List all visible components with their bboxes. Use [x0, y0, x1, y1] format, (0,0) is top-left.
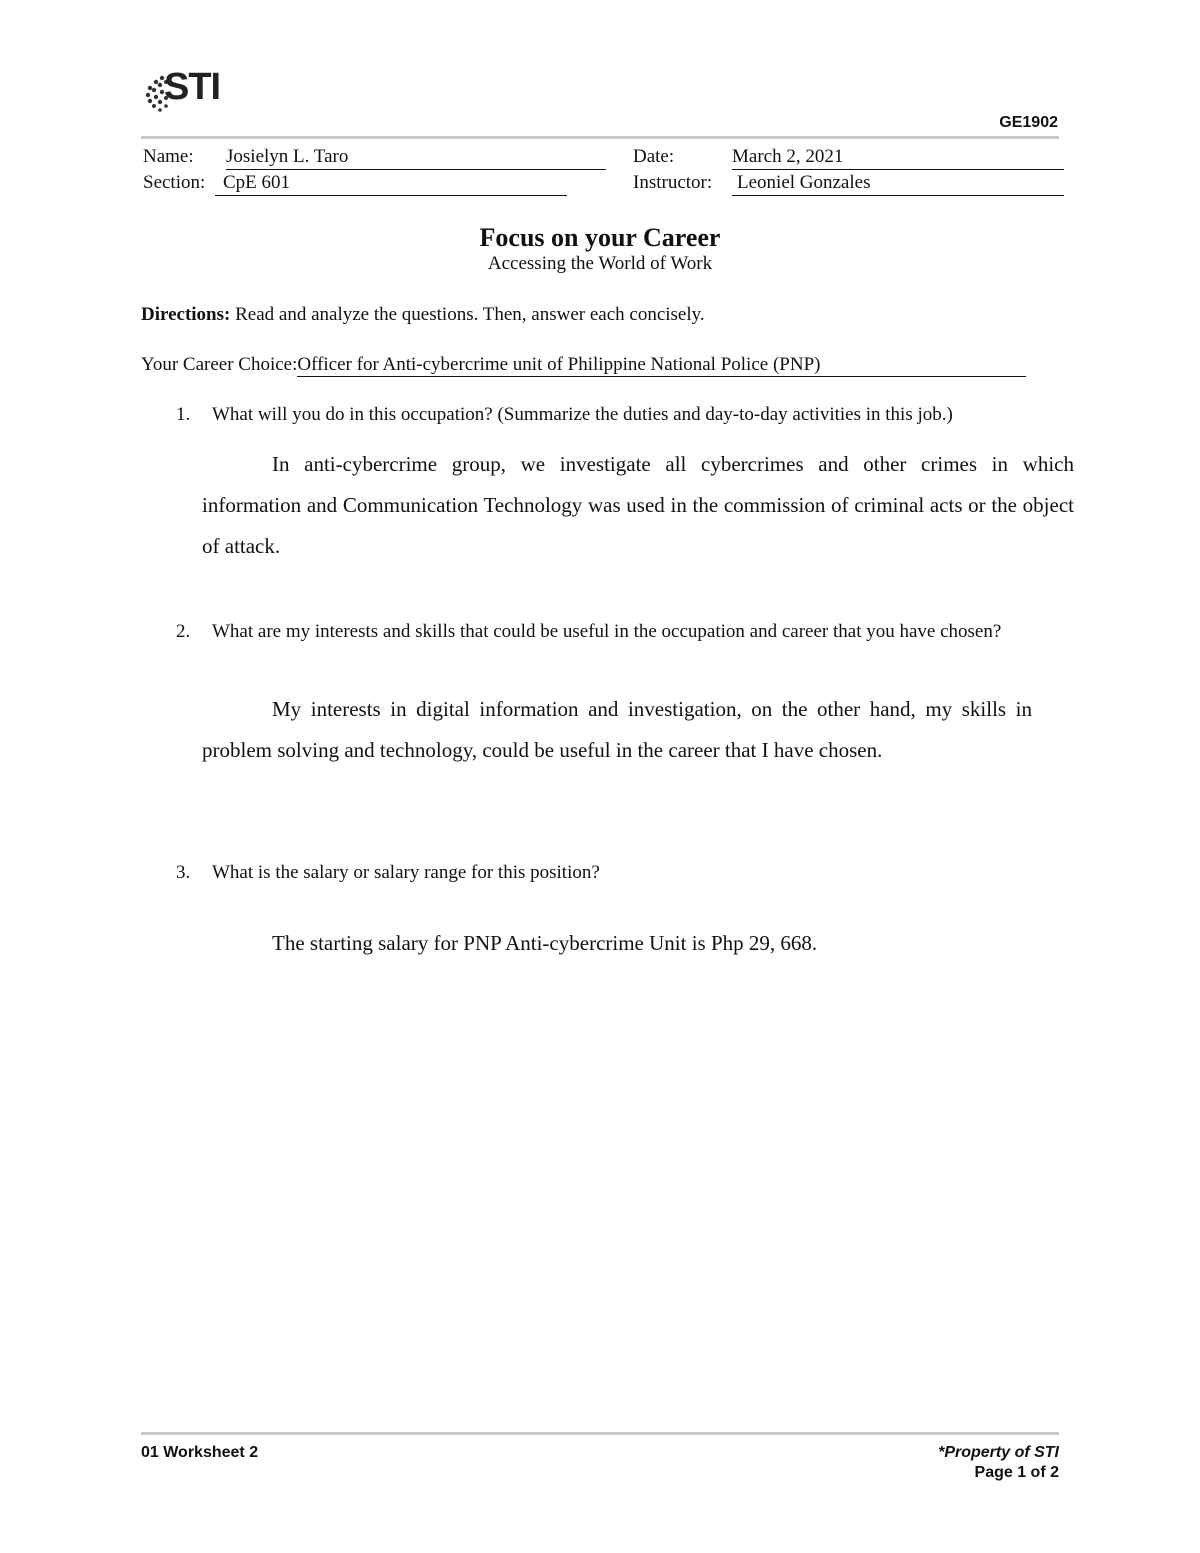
question-number: 3. [176, 862, 191, 883]
worksheet-label: 01 Worksheet 2 [141, 1444, 259, 1461]
footer-rule [141, 1432, 1059, 1435]
answer-1: In anti-cybercrime group, we investigate all cybercrimes and other crimes in which information and Communication Technology was used in the commission of criminal acts or the object of attack. [202, 452, 1074, 558]
name-label: Name: [143, 146, 194, 167]
career-choice [141, 354, 1026, 377]
career-label: Your Career Choice: [141, 354, 298, 375]
course-code: GE1902 [999, 114, 1058, 131]
page-title: Focus on your Career [479, 223, 721, 252]
answer-3: The starting salary for PNP Anti-cybercrime Unit is Php 29, 668. [272, 931, 818, 955]
question-number: 2. [176, 621, 191, 642]
section-label: Section: [143, 172, 206, 193]
directions-label: Directions: [141, 304, 231, 325]
question-text: What are my interests and skills that could be useful in the occupation and career that you have chosen? [212, 621, 1002, 642]
instructor-label: Instructor: [633, 172, 713, 193]
section-field: CpE 601 [215, 171, 567, 196]
instructor-field: Leoniel Gonzales [732, 171, 1064, 196]
name-field: Josielyn L. Taro [226, 145, 606, 170]
page-number: Page 1 of 2 [974, 1464, 1059, 1481]
logo-text: STI [164, 66, 221, 108]
question-text: What is the salary or salary range for this position? [212, 862, 600, 883]
directions-text: Read and analyze the questions. Then, answer each concisely. [230, 304, 705, 325]
career-value: Officer for Anti-cybercrime unit of Philippine National Police (PNP) [297, 354, 1026, 377]
page-subtitle: Accessing the World of Work [487, 253, 713, 274]
date-field: March 2, 2021 [732, 145, 1064, 170]
question-text: What will you do in this occupation? (Summarize the duties and day-to-day activities in this job.) [212, 404, 953, 425]
answer-2: My interests in digital information and investigation, on the other hand, my skills in problem solving and technology, could be useful in the career that I have chosen. [202, 697, 1032, 762]
property-label: *Property of STI [938, 1444, 1059, 1461]
directions [141, 304, 705, 326]
question-number: 1. [176, 404, 191, 425]
header-rule [141, 136, 1059, 139]
date-label: Date: [633, 146, 675, 167]
